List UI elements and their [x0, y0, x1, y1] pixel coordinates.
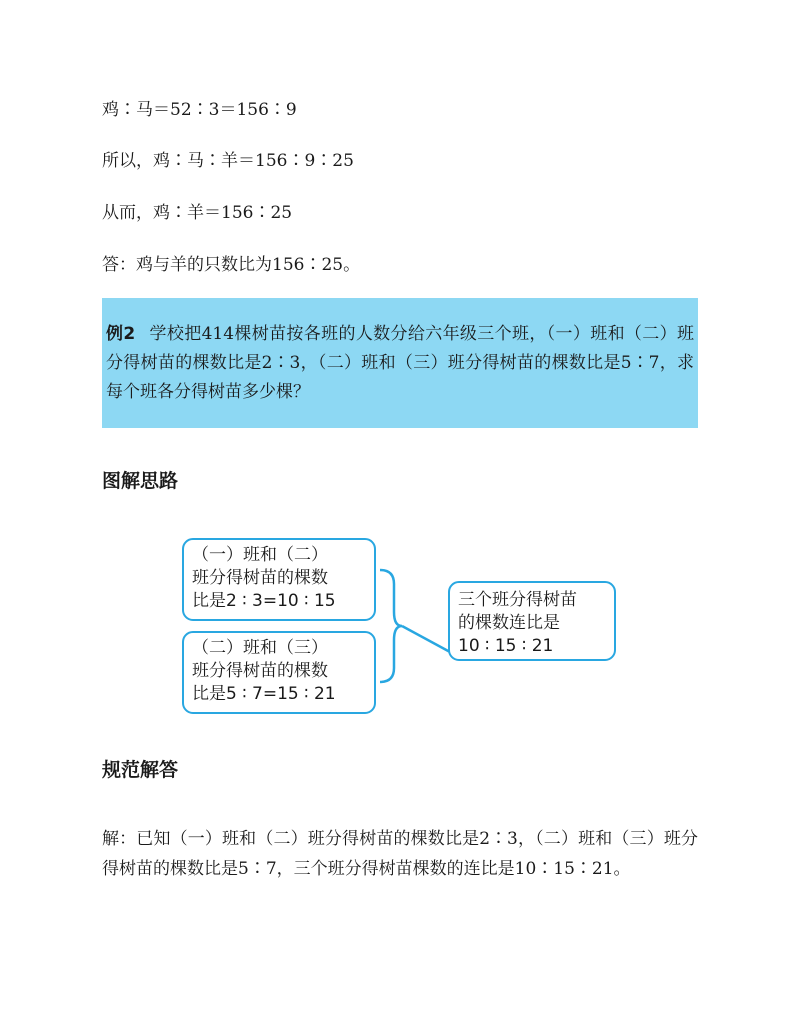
box3-line3: 10 ∶ 15 ∶ 21 — [458, 636, 554, 656]
ratio-box-class2-class3 — [182, 631, 376, 714]
ratio-chicken-sheep: 从而，鸡∶羊＝156∶25 — [102, 203, 293, 223]
box1-line2: 班分得树苗的棵数 — [192, 568, 328, 588]
box2-line1: （二）班和（三） — [192, 638, 328, 658]
box2-line3: 比是5 ∶ 7=15 ∶ 21 — [192, 684, 336, 704]
diagram-heading: 图解思路 — [102, 470, 179, 492]
solution-text: 解：已知（一）班和（二）班分得树苗的棵数比是2∶3，（二）班和（三）班分得树苗的棵数比是5∶7，三个班分得树苗棵数的连比是10∶15∶21。 — [102, 829, 698, 879]
box2-line2: 班分得树苗的棵数 — [192, 661, 328, 681]
example-text: 学校把414棵树苗按各班的人数分给六年级三个班，（一）班和（二）班分得树苗的棵数比是2∶3，（二）班和（三）班分得树苗的棵数比是5∶7，求每个班各分得树苗多少棵？ — [106, 324, 694, 402]
box1-line1: （一）班和（二） — [192, 545, 328, 565]
answer-line: 答：鸡与羊的只数比为156∶25。 — [102, 255, 361, 275]
combined-ratio-box — [448, 581, 616, 661]
box3-line1: 三个班分得树苗 — [458, 590, 577, 610]
solution-heading: 规范解答 — [102, 759, 179, 781]
ratio-chicken-horse: 鸡∶马＝52∶3＝156∶9 — [102, 100, 297, 120]
box1-line3: 比是2 ∶ 3=10 ∶ 15 — [192, 591, 336, 611]
ratio-chicken-horse-sheep: 所以，鸡∶马∶羊＝156∶9∶25 — [102, 151, 354, 171]
example-2-box — [102, 298, 698, 428]
example-label: 例2 — [106, 324, 136, 344]
box3-line2: 的棵数连比是 — [458, 613, 560, 633]
ratio-box-class1-class2 — [182, 538, 376, 621]
